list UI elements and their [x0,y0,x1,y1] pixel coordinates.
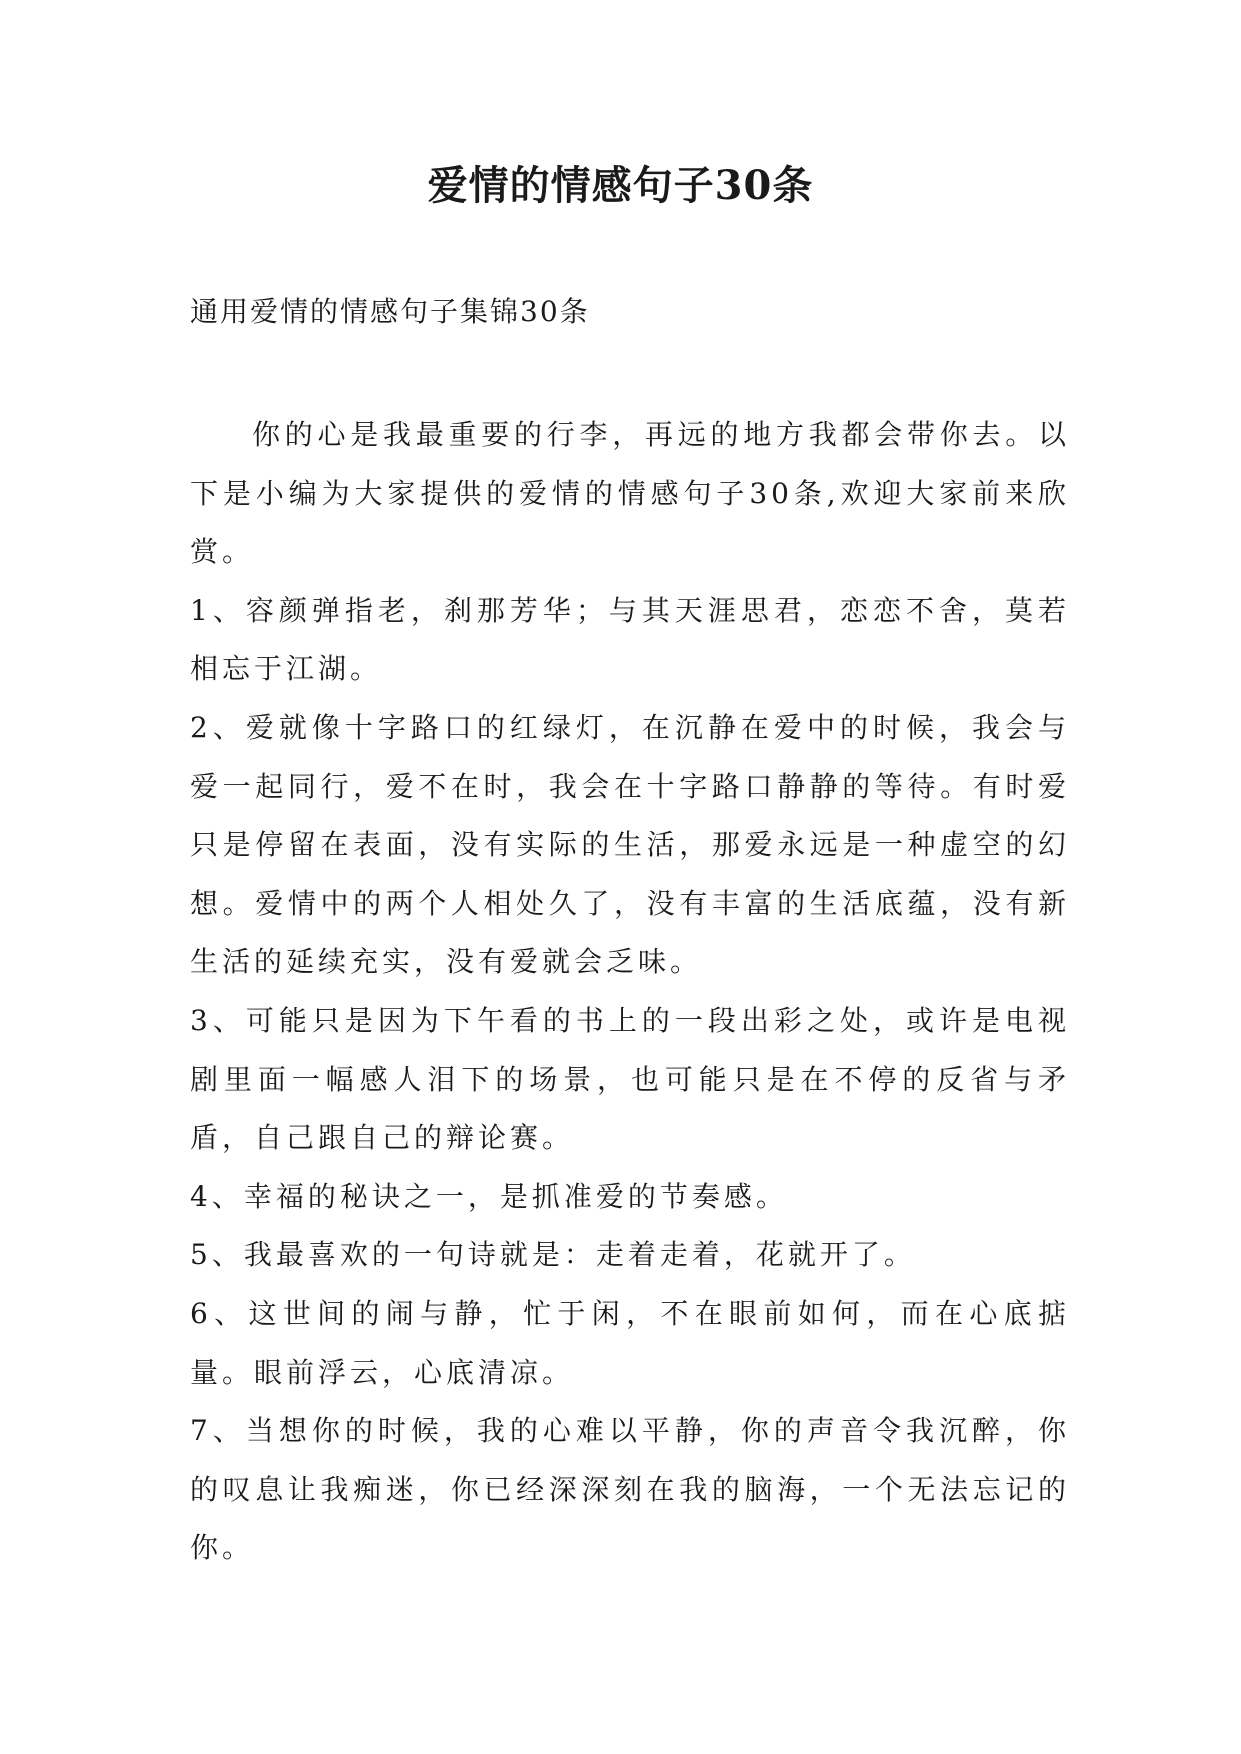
intro-paragraph: 你的心是我最重要的行李，再远的地方我都会带你去。以下是小编为大家提供的爱情的情感句子30条,欢迎大家前来欣赏。 [190,418,1070,569]
list-item: 2、爱就像十字路口的红绿灯，在沉静在爱中的时候，我会与爱一起同行，爱不在时，我会在十字路口静静的等待。有时爱只是停留在表面，没有实际的生活，那爱永远是一种虚空的幻想。爱情中的两个人相处久了，没有丰富的生活底蕴，没有新生活的延续充实，没有爱就会乏味。 [190,710,1070,979]
list-item: 6、这世间的闹与静，忙于闲，不在眼前如何，而在心底掂量。眼前浮云，心底清凉。 [190,1296,1070,1389]
list-item: 7、当想你的时候，我的心难以平静，你的声音令我沉醉，你的叹息让我痴迷，你已经深深刻在我的脑海，一个无法忘记的你。 [190,1414,1070,1565]
list-item: 1、容颜弹指老，刹那芳华；与其天涯思君，恋恋不舍，莫若相忘于江湖。 [190,593,1070,686]
list-item: 4、幸福的秘诀之一，是抓准爱的节奏感。 [190,1179,788,1213]
list-item: 3、可能只是因为下午看的书上的一段出彩之处，或许是电视剧里面一幅感人泪下的场景，也可能只是在不停的反省与矛盾，自己跟自己的辩论赛。 [190,1003,1070,1155]
document-title: 爱情的情感句子30条 [427,162,814,209]
list-item: 5、我最喜欢的一句诗就是：走着走着，花就开了。 [190,1238,916,1272]
document-subtitle: 通用爱情的情感句子集锦30条 [190,295,590,328]
document-body [190,406,1070,1578]
